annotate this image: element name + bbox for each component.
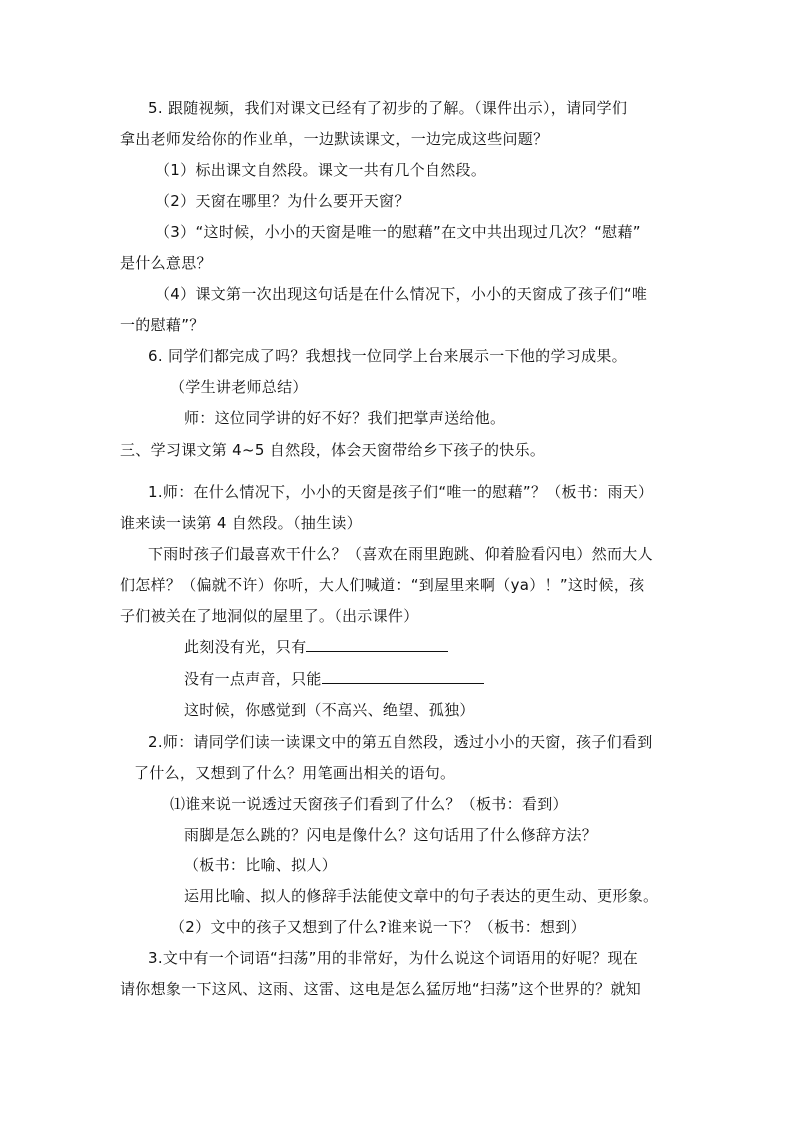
text-line: 拿出老师发给你的作业单，一边默读课文，一边完成这些问题？ [120,130,549,148]
text-line: 运用比喻、拟人的修辞手法能使文章中的句子表达的更生动、更形象。 [184,887,659,905]
text-line: ⑴谁来说一说透过天窗孩子们看到了什么？（板书：看到） [170,795,568,813]
text-line: 子们被关在了地洞似的屋里了。（出示课件） [120,607,419,625]
text-line: 雨脚是怎么跳的？闪电是像什么？这句话用了什么修辞方法？ [184,826,598,844]
text-line: 谁来读一读第 4 自然段。（抽生读） [120,514,362,532]
text-line: 了什么，又想到了什么？用笔画出相关的语句。 [134,764,456,782]
text-line: （1）标出课文自然段。课文一共有几个自然段。 [155,161,487,179]
text-line: 们怎样？（偏就不许）你听，大人们喊道：“到屋里来啊（ya）！”这时候，孩 [120,576,645,594]
text-line: 下雨时孩子们最喜欢干什么？（喜欢在雨里跑跳、仰着脸看闪电）然而大人 [148,545,653,563]
fill-in-line [184,637,448,657]
text-line: （板书：比喻、拟人） [184,856,338,874]
fill-in-blank [306,637,448,652]
text-line: （2）文中的孩子又想到了什么?谁来说一下？（板书：想到） [170,918,586,936]
text-line: （2）天窗在哪里？为什么要开天窗？ [155,192,410,210]
text-line: 一的慰藉”？ [120,316,205,334]
text-line: （学生讲老师总结） [170,378,308,396]
text-line: 3.文中有一个词语“扫荡”用的非常好，为什么说这个词语用的好呢？现在 [148,949,639,967]
text-line: （4）课文第一次出现这句话是在什么情况下，小小的天窗成了孩子们“唯 [155,285,648,303]
text-line: 这时候，你感觉到（不高兴、绝望、孤独） [184,701,475,719]
section-heading: 三、学习课文第 4~5 自然段，体会天窗带给乡下孩子的快乐。 [120,441,546,459]
fill-in-blank [322,669,484,684]
text-line: 2.师：请同学们读一读课文中的第五自然段，透过小小的天窗，孩子们看到 [148,733,653,751]
text-line: （3）“这时候，小小的天窗是唯一的慰藉”在文中共出现过几次？“慰藉” [155,223,641,241]
fill-in-prompt: 没有一点声音，只能 [184,670,322,688]
fill-in-prompt: 此刻没有光，只有 [184,638,307,656]
text-line: 是什么意思？ [120,254,212,272]
text-line: 请你想象一下这风、这雨、这雷、这电是怎么猛厉地“扫荡”这个世界的？就知 [120,980,642,998]
text-line: 6. 同学们都完成了吗？我想找一位同学上台来展示一下他的学习成果。 [148,347,627,365]
text-line: 1.师：在什么情况下，小小的天窗是孩子们“唯一的慰藉”？（板书：雨天） [148,483,654,501]
text-line: 5. 跟随视频，我们对课文已经有了初步的了解。（课件出示），请同学们 [148,99,628,117]
text-line: 师：这位同学讲的好不好？我们把掌声送给他。 [184,409,506,427]
fill-in-line [184,669,484,689]
